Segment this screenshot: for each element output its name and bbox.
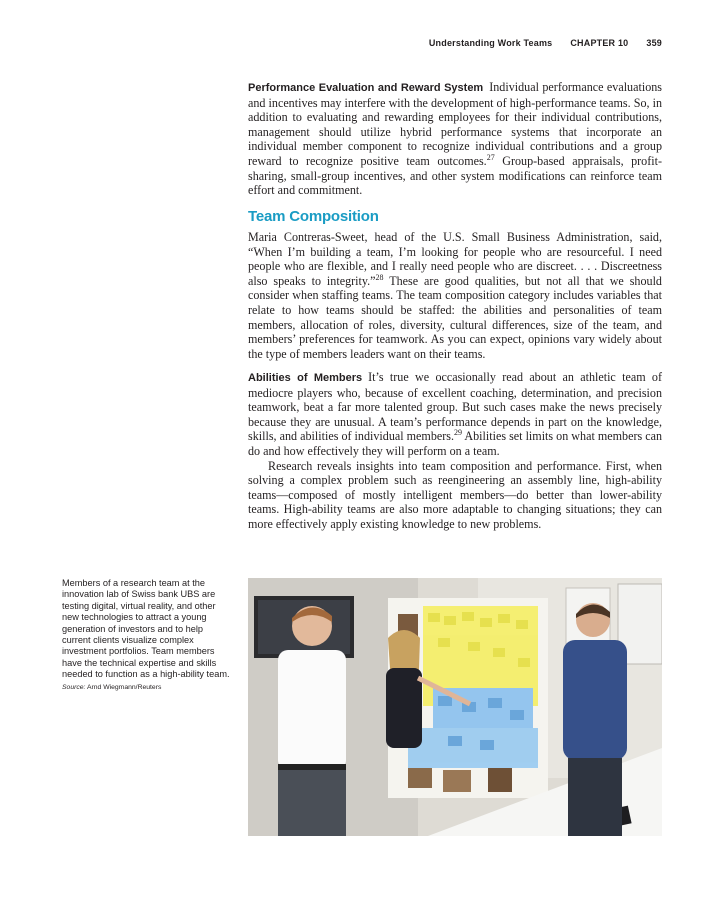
composition-text-1: Maria Contreras-Sweet, head of the U.S. Small Business Administration, said, “When I’m building a team, I’m looking for people who are resourceful. I need people who are flexible, and I really need people who are discreet. . . . Discreetness also speaks to integrity.” bbox=[248, 230, 662, 288]
team-photo bbox=[248, 578, 662, 836]
running-head-section: Understanding Work Teams bbox=[428, 38, 553, 48]
performance-text-2: Group-based appraisals, profit-sharing, small-group incentives, and other system modifications can reinforce team effort and commitment. bbox=[248, 153, 662, 198]
composition-text-2: These are good qualities, but not all that we should consider when staffing teams. The team composition category includes variables that relate to how teams should be staffed: the abilities and personalities of team members, allocation of roles, diversity, cultural differences, size of the team, and members’ preferences for teamwork. As you can expect, opinions vary widely about the type of members leaders want on their teams. bbox=[248, 273, 662, 361]
performance-text: Individual performance evaluations and incentives may interfere with the development of high-performance teams. So, in addition to evaluating and rewarding employees for their individual contributions, management should utilize hybrid performance systems that incorporate an individual member component to recognize individual contributions and a group reward to recognize positive team outcomes. bbox=[248, 80, 662, 168]
figure-caption bbox=[62, 578, 230, 692]
abilities-text-1: It’s true we occasionally read about an athletic team of mediocre players who, because of excellent coaching, determination, and precision teamwork, beat a far more talented group. But such cases make the news precisely because they are unusual. A team’s performance depends in part on the knowledge, skills, and abilities of individual members. bbox=[248, 370, 662, 444]
source-label: Source: bbox=[62, 683, 86, 691]
abilities-paragraph-2: Research reveals insights into team composition and performance. First, when solving a complex problem such as reengineering an assembly line, high-ability teams—composed of mostly intelligent members—do better than lower-ability teams. High-ability teams are also more adaptable to changing situations; they can more effectively apply existing knowledge to new problems. bbox=[248, 458, 662, 531]
performance-heading: Performance Evaluation and Reward System bbox=[248, 82, 484, 94]
composition-paragraph bbox=[248, 230, 662, 361]
reference-29: 29 bbox=[454, 428, 462, 438]
team-photo-illustration bbox=[248, 578, 662, 836]
running-head bbox=[380, 38, 662, 48]
reference-27: 27 bbox=[486, 152, 495, 162]
page-number: 359 bbox=[646, 38, 662, 48]
photo-credit bbox=[62, 683, 230, 692]
caption-text: Members of a research team at the innovation lab of Swiss bank UBS are testing digital, virtual reality, and other new technologies to attract a young generation of investors and to help current clients visualize complex investment portfolios. Team members have the technical expertise and skills needed to function as a high-ability team. bbox=[62, 578, 230, 680]
team-composition-heading: Team Composition bbox=[248, 208, 379, 225]
performance-paragraph bbox=[248, 80, 662, 198]
abilities-section bbox=[248, 370, 662, 532]
abilities-text-2: Abilities set limits on what members can do and how effectively they will perform on a team. bbox=[248, 429, 663, 458]
source-text: Arnd Wiegmann/Reuters bbox=[86, 683, 162, 691]
running-head-chapter: CHAPTER 10 bbox=[570, 38, 629, 48]
abilities-heading: Abilities of Members bbox=[248, 372, 363, 384]
reference-28: 28 bbox=[375, 272, 384, 282]
